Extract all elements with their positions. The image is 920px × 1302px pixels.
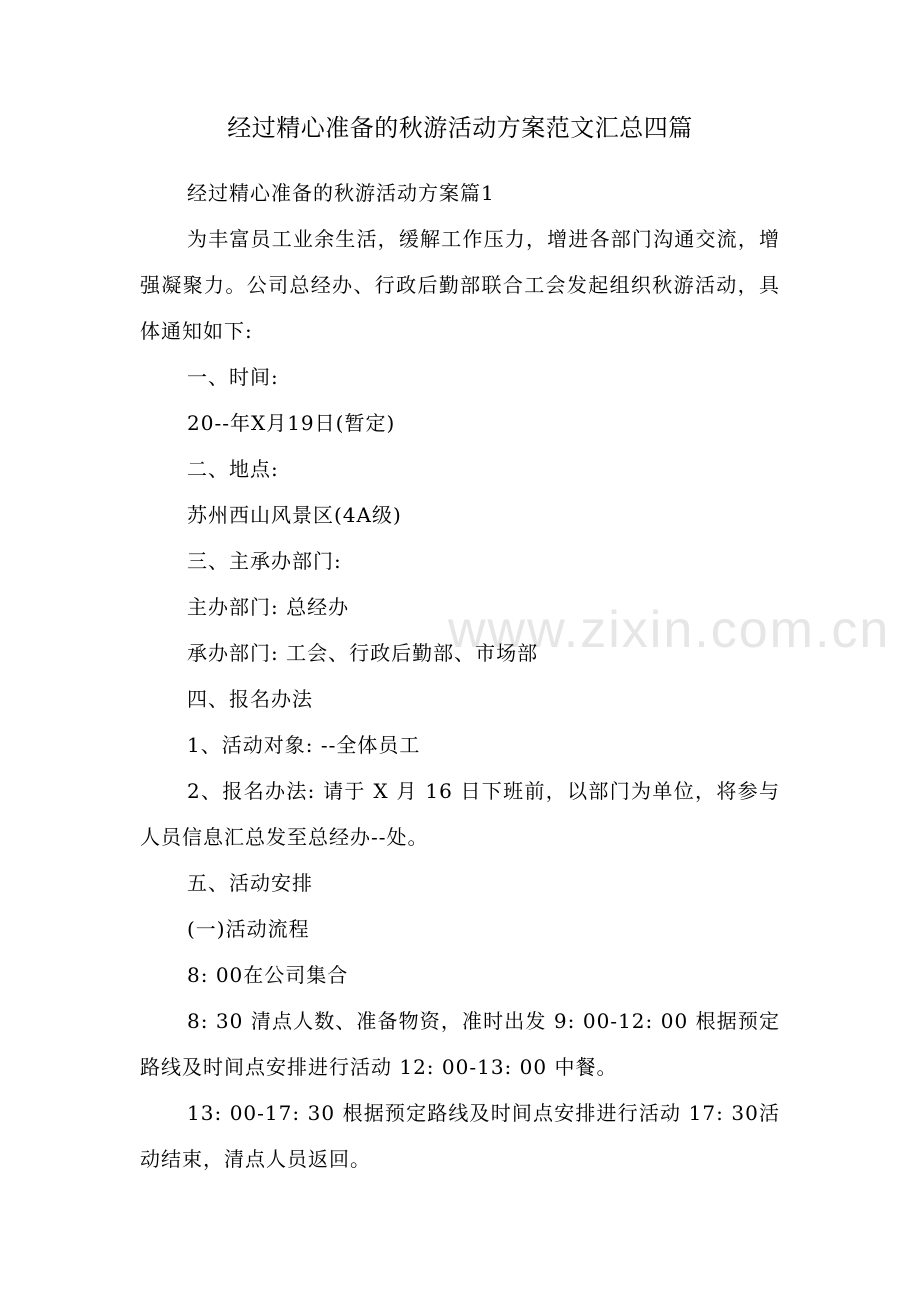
section-heading: 经过精心准备的秋游活动方案篇1	[187, 181, 495, 205]
schedule-item: 8: 30 清点人数、准备物资，准时出发 9: 00-12: 00 根据预定路线及时间点安排进行活动 12: 00-13: 00 中餐。	[140, 1009, 780, 1079]
watermark: www.zixin.com.cn	[448, 601, 891, 659]
document-body	[140, 170, 780, 1182]
location-value: 苏州西山风景区(4A级)	[187, 503, 402, 527]
heading-location: 二、地点:	[187, 457, 279, 481]
schedule-item: 8: 00在公司集合	[187, 963, 349, 987]
intro-paragraph: 为丰富员工业余生活，缓解工作压力，增进各部门沟通交流，增强凝聚力。公司总经办、行政后勤部联合工会发起组织秋游活动，具体通知如下:	[140, 227, 780, 343]
time-value: 20--年X月19日(暂定)	[187, 411, 396, 435]
registration-method: 2、报名办法: 请于 X 月 16 日下班前，以部门为单位，将参与人员信息汇总发至总经办--处。	[140, 779, 780, 849]
document-title: 经过精心准备的秋游活动方案范文汇总四篇	[227, 114, 693, 142]
schedule-item: 13: 00-17: 30 根据预定路线及时间点安排进行活动 17: 30活动结束，清点人员返回。	[140, 1101, 780, 1171]
heading-registration: 四、报名办法	[187, 687, 313, 711]
host-department: 主办部门: 总经办	[187, 595, 350, 619]
subheading-process: (一)活动流程	[187, 917, 310, 941]
organizing-departments: 承办部门: 工会、行政后勤部、市场部	[187, 641, 539, 665]
heading-arrangement: 五、活动安排	[187, 871, 313, 895]
heading-organizers: 三、主承办部门:	[187, 549, 342, 573]
registration-target: 1、活动对象: --全体员工	[187, 733, 421, 757]
heading-time: 一、时间:	[187, 365, 279, 389]
